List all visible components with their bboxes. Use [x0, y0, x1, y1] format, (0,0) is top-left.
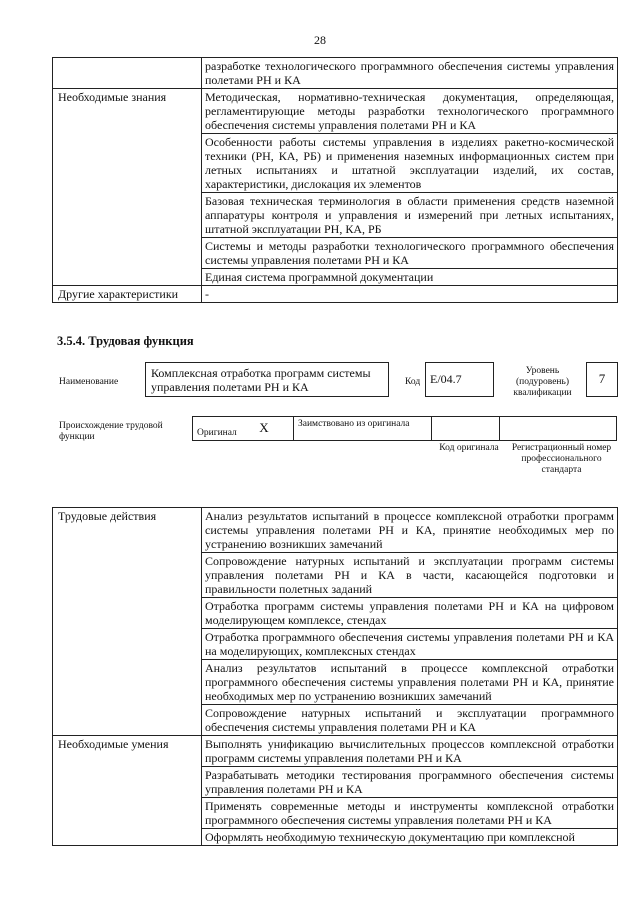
section-heading: 3.5.4. Трудовая функция	[57, 334, 194, 348]
origin-original-cell	[193, 417, 294, 441]
row-content: Отработка программного обеспечения системы управления полетами РН и КА на моделирующих, комплексных стендах	[202, 629, 618, 660]
row-content: Анализ результатов испытаний в процессе комплексной отработки программного обеспечения системы управления полетами РН и КА, принятие необходимых мер по устранению возникших замечаний	[202, 660, 618, 705]
table-row	[53, 58, 618, 89]
table-row	[53, 736, 618, 767]
name-value: Комплексная отработка программ системы управления полетами РН и КА	[145, 362, 389, 397]
row-content: Базовая техническая терминология в области применения средств наземной аппаратуры контроля и управления и измерений при летных испытаниях, штатной эксплуатации РН, КА, РБ	[202, 193, 618, 238]
origin-original-mark: X	[259, 420, 269, 435]
row-content: Методическая, нормативно-техническая документация, определяющая, регламентирующие методы разработки технологического программного обеспечения системы управления полетами РН и КА	[202, 89, 618, 134]
level-label: Уровень (подуровень) квалификации	[513, 366, 572, 398]
knowledge-table	[52, 57, 618, 303]
row-content: Единая система программной документации	[202, 269, 618, 286]
origin-original-label: Оригинал	[197, 428, 237, 438]
row-label	[53, 58, 202, 89]
table-row	[53, 286, 618, 303]
row-content: разработке технологического программного обеспечения системы управления полетами РН и КА	[202, 58, 618, 89]
origin-reg-cell	[500, 417, 617, 441]
reg-caption: Регистрационный номер профессионального стандарта	[511, 443, 612, 475]
row-label-skills: Необходимые умения	[53, 736, 202, 846]
row-content: -	[202, 286, 618, 303]
row-content: Системы и методы разработки технологического программного обеспечения системы управления полетами РН и КА	[202, 238, 618, 269]
row-content: Сопровождение натурных испытаний и эксплуатации программного обеспечения системы управления полетами РН и КА	[202, 705, 618, 736]
code-value: E/04.7	[425, 362, 494, 397]
row-label-other: Другие характеристики	[53, 286, 202, 303]
origin-borrowed-label: Заимствовано из оригинала	[294, 417, 432, 441]
page-number: 28	[314, 33, 326, 47]
row-content: Разрабатывать методики тестирования программного обеспечения системы управления полетами РН и КА	[202, 767, 618, 798]
row-content: Особенности работы системы управления в изделиях ракетно-космической техники (РН, КА, РБ) и применения наземных информационных систем при летных испытаниях и штатной эксплуатации изделий, их состав, характеристики, дислокация их элементов	[202, 134, 618, 193]
origin-code-cell	[432, 417, 500, 441]
row-label-actions: Трудовые действия	[53, 508, 202, 736]
origin-table	[192, 416, 617, 441]
row-content: Применять современные методы и инструменты комплексной отработки программного обеспечения системы управления полетами РН и КА	[202, 798, 618, 829]
row-content: Анализ результатов испытаний в процессе комплексной отработки программ системы управления полетами РН и КА, принятие необходимых мер по устранению возникших замечаний	[202, 508, 618, 553]
table-row	[53, 89, 618, 134]
code-label: Код	[405, 377, 421, 387]
code-caption: Код оригинала	[439, 443, 499, 453]
origin-label: Происхождение трудовой функции	[59, 421, 163, 442]
table-row	[53, 508, 618, 553]
row-content: Сопровождение натурных испытаний и эксплуатации программ системы управления полетами РН и КА в части, касающейся подготовки и правильности полетных заданий	[202, 553, 618, 598]
level-value: 7	[586, 362, 618, 397]
row-label-knowledge: Необходимые знания	[53, 89, 202, 286]
row-content: Выполнять унификацию вычислительных процессов комплексной отработки программ системы управления полетами РН и КА	[202, 736, 618, 767]
name-label: Наименование	[59, 377, 119, 387]
function-table	[52, 507, 618, 846]
row-content: Оформлять необходимую техническую документацию при комплексной	[202, 829, 618, 846]
row-content: Отработка программ системы управления полетами РН и КА на цифровом моделирующем комплексе, стендах	[202, 598, 618, 629]
